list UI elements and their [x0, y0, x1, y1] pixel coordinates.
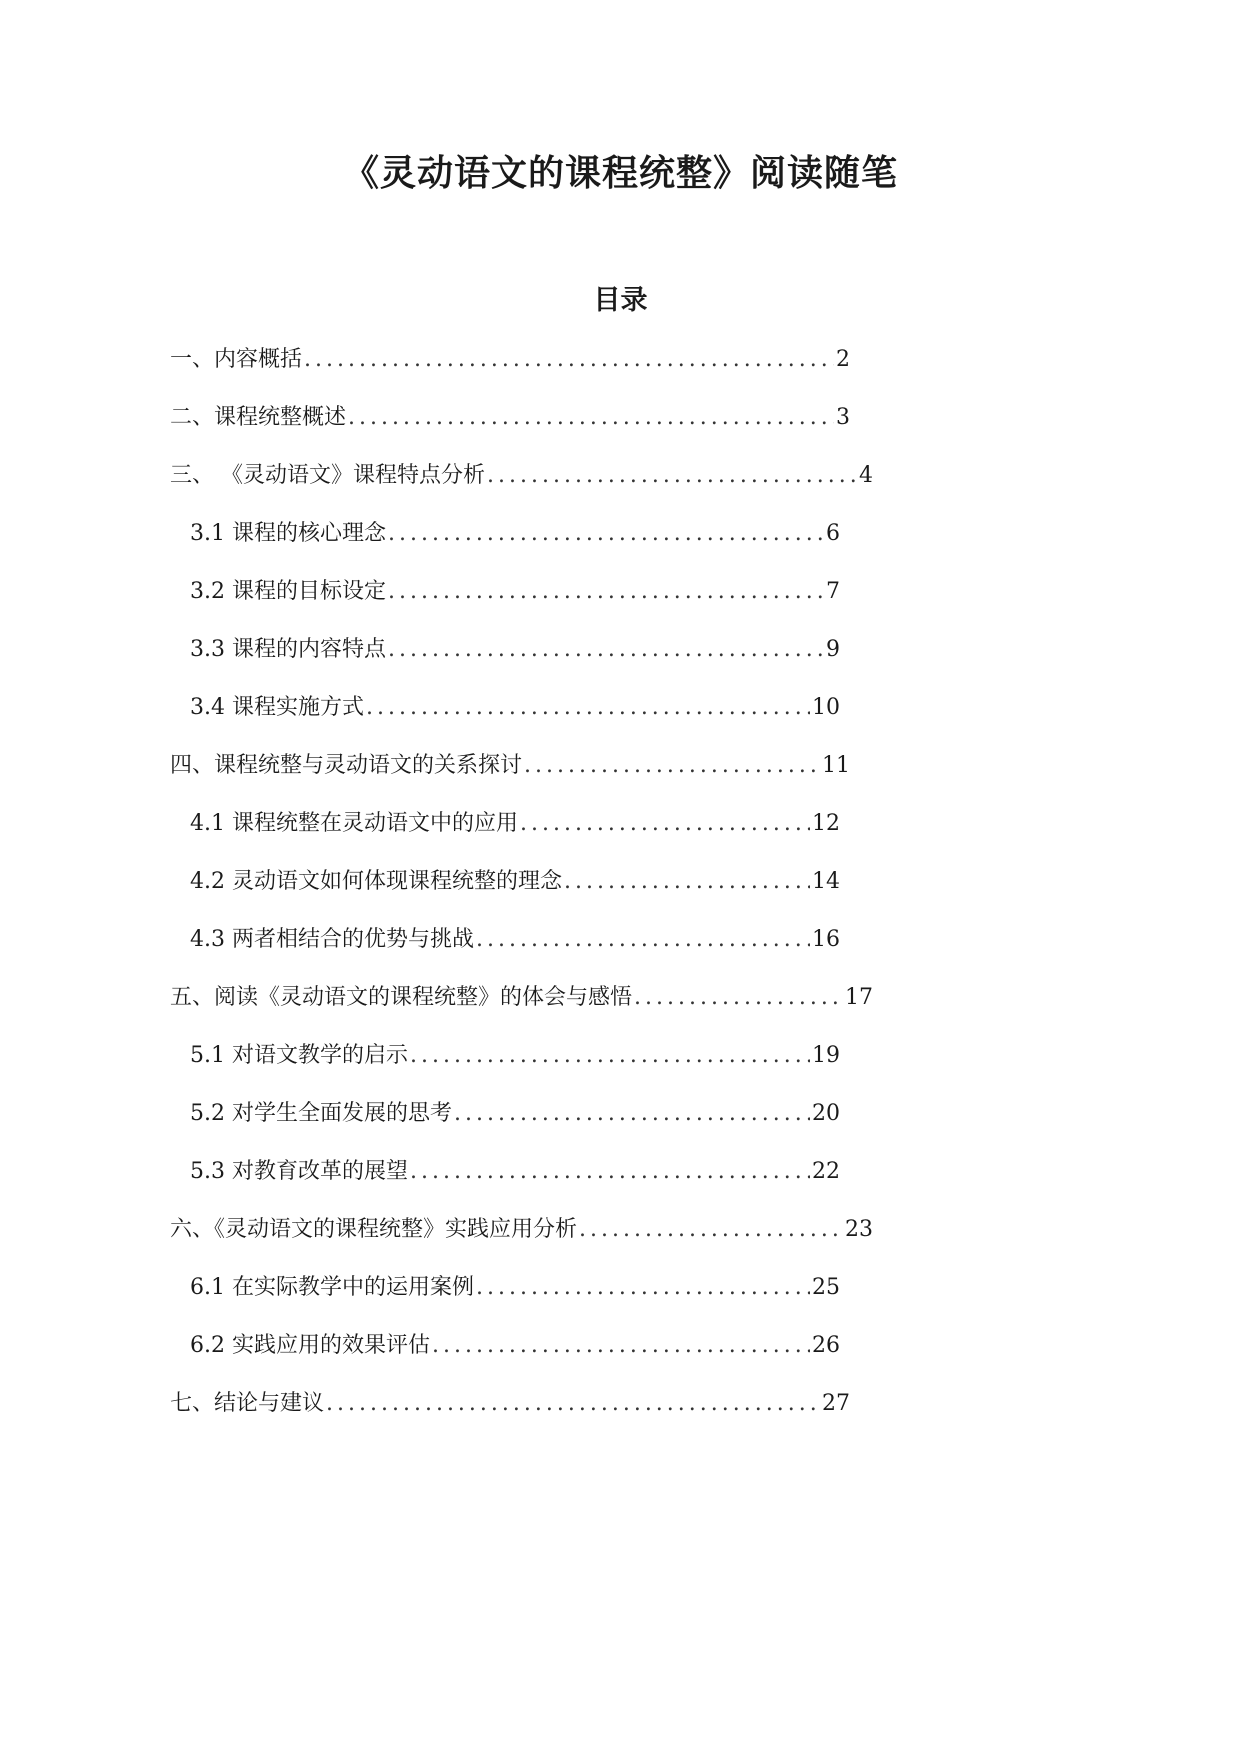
toc-dot-leader	[388, 635, 824, 665]
toc-page-number: 4	[859, 463, 873, 488]
toc-entry-label: 6.2 实践应用的效果评估	[190, 1333, 430, 1358]
toc-dot-leader	[454, 1099, 810, 1129]
toc-dot-leader	[476, 925, 810, 955]
toc-entry-3[interactable]	[170, 461, 873, 491]
toc-page-number: 10	[812, 695, 840, 720]
toc-page-number: 14	[812, 869, 840, 894]
toc-page-number: 12	[812, 811, 840, 836]
toc-dot-leader	[388, 577, 824, 607]
toc-entry-label: 五、阅读《灵动语文的课程统整》的体会与感悟	[170, 985, 633, 1010]
toc-entry-4-1[interactable]	[190, 809, 840, 839]
toc-entry-label: 七、结论与建议	[170, 1391, 325, 1416]
toc-dot-leader	[524, 751, 820, 781]
toc-entry-label: 5.2 对学生全面发展的思考	[190, 1101, 452, 1126]
toc-entry-3-2[interactable]	[190, 577, 840, 607]
toc-entry-label: 4.1 课程统整在灵动语文中的应用	[190, 811, 518, 836]
toc-dot-leader	[520, 809, 810, 839]
toc-entry-label: 二、课程统整概述	[170, 405, 347, 430]
toc-dot-leader	[348, 403, 834, 433]
toc-entry-6-1[interactable]	[190, 1273, 840, 1303]
toc-page-number: 3	[836, 405, 850, 430]
toc-heading: 目录	[593, 285, 648, 316]
toc-page-number: 23	[845, 1217, 873, 1242]
toc-entry-4-2[interactable]	[190, 867, 840, 897]
toc-entry-4[interactable]	[170, 751, 850, 781]
toc-entry-label: 3.1 课程的核心理念	[190, 521, 386, 546]
toc-page-number: 11	[822, 753, 850, 778]
toc-entry-3-1[interactable]	[190, 519, 840, 549]
toc-entry-label: 三、 《灵动语文》课程特点分析	[170, 463, 485, 488]
toc-entry-label: 5.1 对语文教学的启示	[190, 1043, 408, 1068]
toc-dot-leader	[388, 519, 824, 549]
toc-entry-label: 一、内容概括	[170, 347, 303, 372]
toc-entry-label: 4.2 灵动语文如何体现课程统整的理念	[190, 869, 562, 894]
toc-dot-leader	[410, 1157, 810, 1187]
toc-dot-leader	[432, 1331, 810, 1361]
toc-page-number: 20	[812, 1101, 840, 1126]
toc-dot-leader	[410, 1041, 810, 1071]
toc-entry-6[interactable]	[170, 1215, 873, 1245]
toc-page-number: 6	[826, 521, 840, 546]
toc-entry-2[interactable]	[170, 403, 850, 433]
toc-dot-leader	[487, 461, 857, 491]
toc-entry-label: 5.3 对教育改革的展望	[190, 1159, 408, 1184]
toc-page-number: 2	[836, 347, 850, 372]
toc-entry-label: 3.3 课程的内容特点	[190, 637, 386, 662]
toc-dot-leader	[476, 1273, 810, 1303]
toc-page-number: 9	[826, 637, 840, 662]
toc-entry-label: 4.3 两者相结合的优势与挑战	[190, 927, 474, 952]
toc-dot-leader	[366, 693, 810, 723]
toc-page-number: 25	[812, 1275, 840, 1300]
toc-entry-label: 6.1 在实际教学中的运用案例	[190, 1275, 474, 1300]
toc-entry-3-4[interactable]	[190, 693, 840, 723]
toc-entry-7[interactable]	[170, 1389, 850, 1419]
toc-entry-3-3[interactable]	[190, 635, 840, 665]
toc-dot-leader	[579, 1215, 843, 1245]
toc-dot-leader	[564, 867, 810, 897]
toc-dot-leader	[326, 1389, 820, 1419]
document-title: 《灵动语文的课程统整》阅读随笔	[342, 153, 898, 194]
toc-entry-label: 四、课程统整与灵动语文的关系探讨	[170, 753, 523, 778]
toc-entry-label: 3.4 课程实施方式	[190, 695, 364, 720]
toc-page-number: 17	[845, 985, 873, 1010]
toc-page-number: 19	[812, 1043, 840, 1068]
toc-entry-label: 六、《灵动语文的课程统整》实践应用分析	[170, 1217, 578, 1242]
toc-page-number: 7	[826, 579, 840, 604]
toc-page-number: 16	[812, 927, 840, 952]
toc-page-number: 26	[812, 1333, 840, 1358]
toc-entry-label: 3.2 课程的目标设定	[190, 579, 386, 604]
toc-entry-5-1[interactable]	[190, 1041, 840, 1071]
toc-dot-leader	[634, 983, 843, 1013]
toc-entry-4-3[interactable]	[190, 925, 840, 955]
toc-entry-5-2[interactable]	[190, 1099, 840, 1129]
toc-entry-6-2[interactable]	[190, 1331, 840, 1361]
toc-page-number: 22	[812, 1159, 840, 1184]
toc-entry-1[interactable]	[170, 345, 850, 375]
toc-entry-5-3[interactable]	[190, 1157, 840, 1187]
toc-page-number: 27	[822, 1391, 850, 1416]
toc-dot-leader	[304, 345, 834, 375]
toc-entry-5[interactable]	[170, 983, 873, 1013]
